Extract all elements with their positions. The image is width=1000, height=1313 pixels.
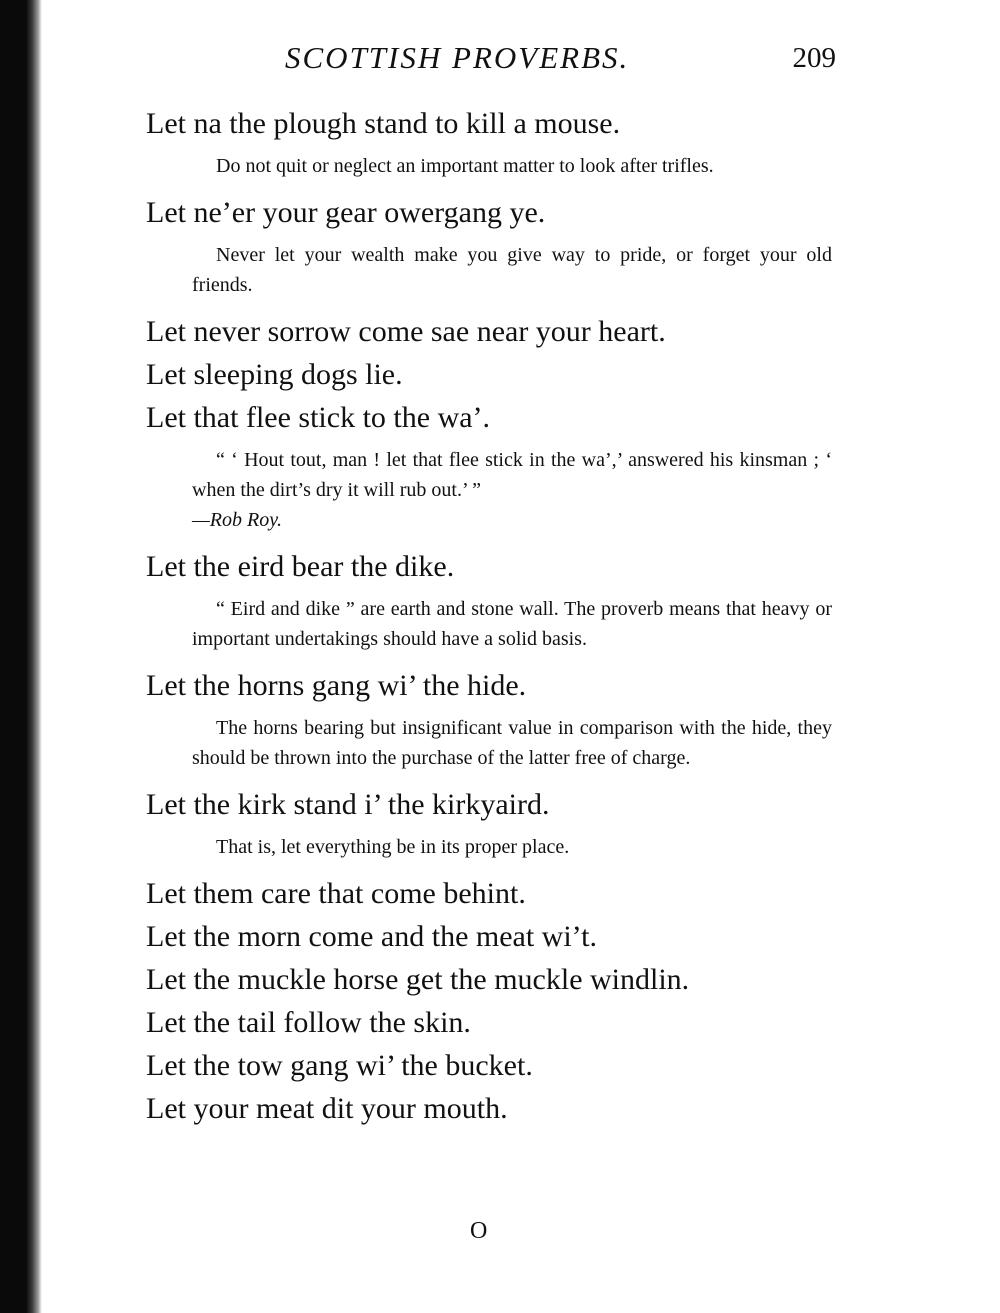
proverb-entry <box>140 191 840 300</box>
proverb-text: Let your meat dit your mouth. <box>146 1092 508 1125</box>
proverb-gloss: “ Eird and dike ” are earth and stone wall. The proverb means that heavy or important undertakings should have a solid basis. <box>192 598 832 650</box>
proverb-gloss: “ ‘ Hout tout, man ! let that flee stick in the wa’,’ answered his kinsman ; ‘ when the dirt’s dry it will rub out.’ ” <box>192 449 832 501</box>
proverb-entry <box>140 958 840 1001</box>
proverb-gloss: Never let your wealth make you give way to pride, or forget your old friends. <box>192 244 832 296</box>
proverb-gloss: Do not quit or neglect an important matter to look after trifles. <box>216 155 714 177</box>
book-page <box>140 40 840 1130</box>
proverb-entry <box>140 310 840 353</box>
proverb-entry <box>140 1001 840 1044</box>
proverb-text: Let never sorrow come sae near your heart. <box>146 315 666 348</box>
proverb-text: Let sleeping dogs lie. <box>146 358 403 391</box>
book-binding-edge <box>0 0 42 1313</box>
proverb-text: Let the horns gang wi’ the hide. <box>146 669 527 702</box>
proverb-entry <box>140 353 840 396</box>
proverb-entry <box>140 102 840 181</box>
proverb-entry <box>140 396 840 535</box>
proverb-entry <box>140 783 840 862</box>
proverb-text: Let the kirk stand i’ the kirkyaird. <box>146 788 550 821</box>
proverb-entry <box>140 1044 840 1087</box>
proverb-text: Let ne’er your gear owergang ye. <box>146 196 546 229</box>
proverb-text: Let na the plough stand to kill a mouse. <box>146 107 621 140</box>
signature-mark: O <box>470 1218 488 1244</box>
proverb-text: Let that flee stick to the wa’. <box>146 401 491 434</box>
proverb-gloss: The horns bearing but insignificant value in comparison with the hide, they should be thrown into the purchase of the latter free of charge. <box>192 717 832 769</box>
proverb-entry <box>140 915 840 958</box>
proverb-text: Let the eird bear the dike. <box>146 550 455 583</box>
proverb-text: Let the morn come and the meat wi’t. <box>146 920 597 953</box>
proverb-text: Let the muckle horse get the muckle windlin. <box>146 963 690 996</box>
running-head: SCOTTISH PROVERBS. <box>285 40 630 75</box>
proverb-citation: —Rob Roy. <box>192 509 282 531</box>
proverb-text: Let them care that come behint. <box>146 877 526 910</box>
proverb-text: Let the tail follow the skin. <box>146 1006 471 1039</box>
proverb-entry <box>140 664 840 773</box>
proverb-gloss: That is, let everything be in its proper place. <box>216 836 570 858</box>
page-number: 209 <box>792 42 836 74</box>
proverb-text: Let the tow gang wi’ the bucket. <box>146 1049 533 1082</box>
proverb-entry <box>140 1087 840 1130</box>
proverb-entry <box>140 872 840 915</box>
page-header <box>140 40 840 80</box>
proverb-entry <box>140 545 840 654</box>
